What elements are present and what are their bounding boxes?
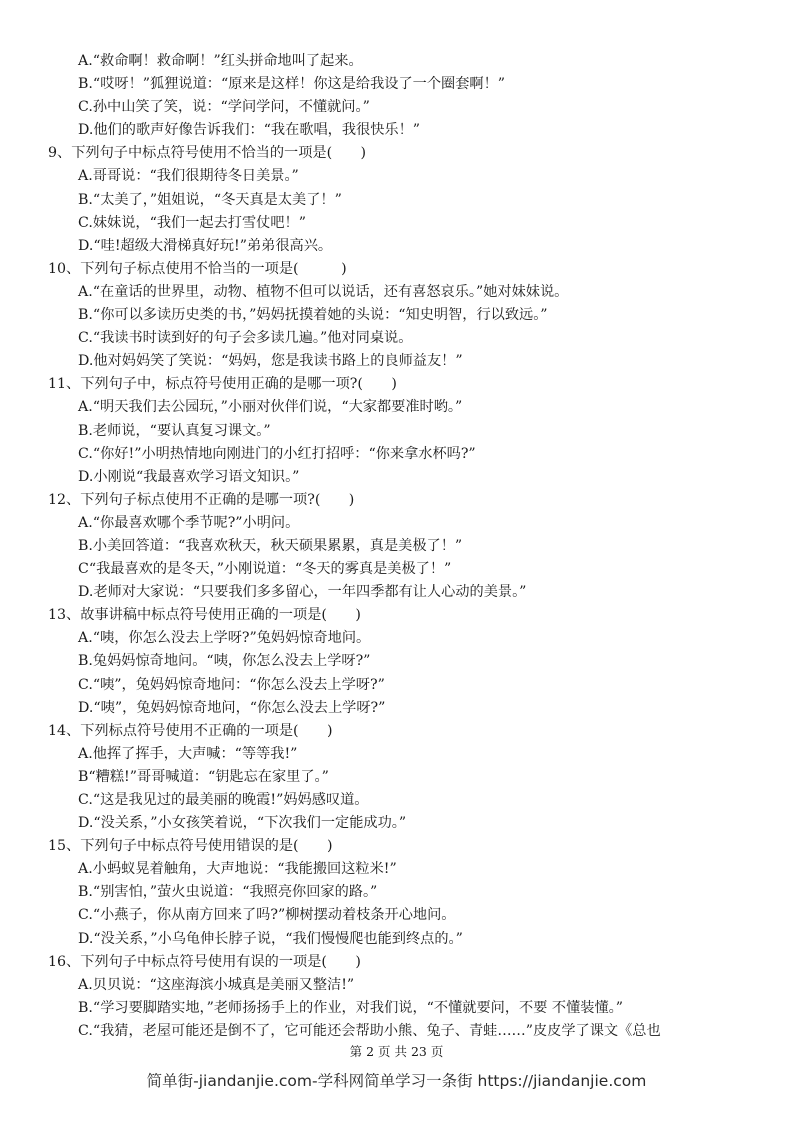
option-line: D.“没关系，”小女孩笑着说，“下次我们一定能成功。” — [78, 815, 407, 832]
option-line: C.孙中山笑了笑，说：“学问学问，不懂就问。” — [78, 99, 370, 116]
option-line: B.“太美了，”姐姐说，“冬天真是太美了！” — [78, 191, 342, 208]
option-line: A.“你最喜欢哪个季节呢?”小明问。 — [78, 514, 300, 531]
option-line: A.小蚂蚁晃着触角，大声地说：“我能搬回这粒米!” — [78, 861, 397, 878]
question-line: 14、下列标点符号使用不正确的一项是( ) — [48, 722, 333, 739]
option-line: C.妹妹说，“我们一起去打雪仗吧！” — [78, 214, 306, 231]
option-line: B.“学习要脚踏实地，”老师扬扬手上的作业，对我们说，“不懂就要问，不要 不懂装懂。” — [78, 999, 624, 1016]
question-line: 12、下列句子标点使用不正确的是哪一项?( ) — [48, 491, 355, 508]
question-line: 9、下列句子中标点符号使用不恰当的一项是( ) — [48, 145, 367, 162]
option-line: A.他挥了挥手，大声喊：“等等我!” — [78, 745, 298, 762]
option-line: C.“你好!”小明热情地向刚进门的小红打招呼：“你来拿水杯吗?” — [78, 445, 476, 462]
option-line: C.“咦”，兔妈妈惊奇地问：“你怎么没去上学呀?” — [78, 676, 385, 693]
option-line: B.“你可以多读历史类的书，”妈妈抚摸着她的头说：“知史明智，行以致远。” — [78, 307, 548, 324]
option-line: D.他对妈妈笑了笑说：“妈妈，您是我读书路上的良师益友！” — [78, 353, 463, 370]
site-watermark: 简单街-jiandanjie.com-学科网简单学习一条街 https://jiandanjie.com — [146, 1072, 647, 1090]
option-line: D.老师对大家说：“只要我们多多留心，一年四季都有让人心动的美景。” — [78, 584, 527, 601]
option-line: A.“在童话的世界里，动物、植物不但可以说话，还有喜怒哀乐。”她对妹妹说。 — [78, 283, 569, 300]
question-line: 11、下列句子中，标点符号使用正确的是哪一项?( ) — [48, 376, 397, 393]
option-line: D.他们的歌声好像告诉我们：“我在歌唱，我很快乐！” — [78, 122, 421, 139]
option-line: B.“别害怕，”萤火虫说道：“我照亮你回家的路。” — [78, 884, 378, 901]
option-line: B.“哎呀！”狐狸说道：“原来是这样！你这是给我设了一个圈套啊！” — [78, 76, 506, 93]
option-line: B.小美回答道：“我喜欢秋天，秋天硕果累累，真是美极了！” — [78, 537, 463, 554]
option-line: A.哥哥说：“我们很期待冬日美景。” — [78, 168, 299, 185]
option-line: A.“咦，你怎么没去上学呀?”兔妈妈惊奇地问。 — [78, 630, 371, 647]
question-line: 13、故事讲稿中标点符号使用正确的一项是( ) — [48, 607, 361, 624]
question-list — [45, 50, 755, 1043]
option-line: B“糟糕!”哥哥喊道：“钥匙忘在家里了。” — [78, 768, 329, 785]
option-line: A.“明天我们去公园玩，”小丽对伙伴们说，“大家都要准时哟。” — [78, 399, 463, 416]
option-line: C.“我猜，老屋可能还是倒不了，它可能还会帮助小熊、兔子、青蛙……”皮皮学了课文《总也 — [78, 1022, 661, 1039]
option-line: D.“没关系，”小乌龟伸长脖子说，“我们慢慢爬也能到终点的。” — [78, 930, 463, 947]
option-line: A.贝贝说：“这座海滨小城真是美丽又整洁!” — [78, 976, 355, 993]
page-number: 第 2 页 共 23 页 — [349, 1044, 444, 1059]
option-line: D.小刚说“我最喜欢学习语文知识。” — [78, 468, 300, 485]
question-line: 10、下列句子标点使用不恰当的一项是( ) — [48, 260, 347, 277]
option-line: B.老师说，“要认真复习课文。” — [78, 422, 271, 439]
option-line: B.兔妈妈惊奇地问。“咦，你怎么没去上学呀?” — [78, 653, 371, 670]
option-line: D.“哇!超级大滑梯真好玩!”弟弟很高兴。 — [78, 237, 333, 254]
option-line: C“我最喜欢的是冬天，”小刚说道：“冬天的雾真是美极了！” — [78, 561, 452, 578]
option-line: A.“救命啊！救命啊！”红头拼命地叫了起来。 — [78, 53, 363, 69]
option-line: C.“我读书时读到好的句子会多读几遍。”他对同桌说。 — [78, 330, 413, 347]
option-line: C.“这是我见过的最美丽的晚霞!”妈妈感叹道。 — [78, 792, 369, 808]
option-line: D.“咦”，兔妈妈惊奇地问，“你怎么没去上学呀?” — [78, 699, 386, 716]
option-line: C.“小燕子，你从南方回来了吗?”柳树摆动着枝条开心地问。 — [78, 907, 456, 924]
question-line: 16、下列句子中标点符号使用有误的一项是( ) — [48, 953, 361, 970]
question-line: 15、下列句子中标点符号使用错误的是( ) — [48, 838, 333, 855]
